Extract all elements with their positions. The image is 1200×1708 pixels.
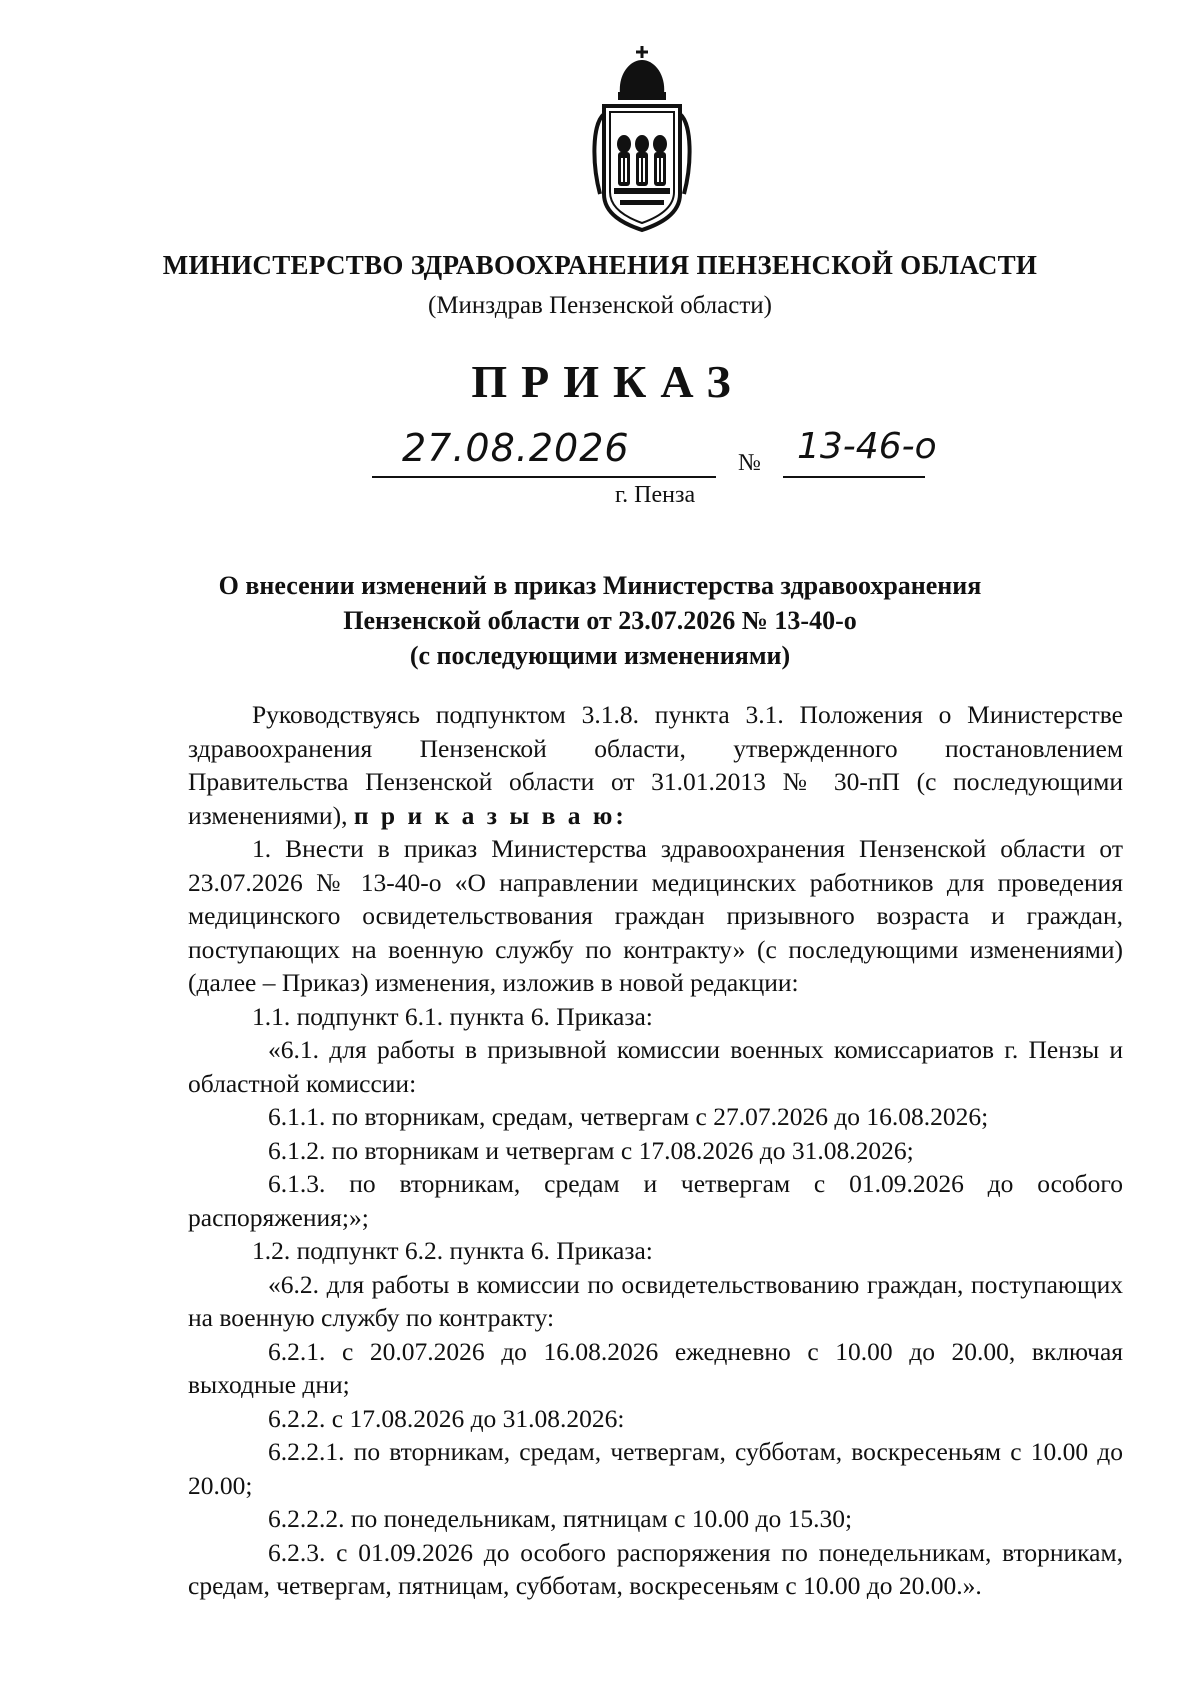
preamble-paragraph bbox=[188, 698, 1123, 832]
paragraph-6-1: «6.1. для работы в призывной комиссии военных комиссариатов г. Пензы и областной комиссии: bbox=[188, 1035, 1123, 1098]
order-number-handwritten: 13-46-о bbox=[797, 426, 937, 467]
paragraph-6-1-1: 6.1.1. по вторникам, средам, четвергам с 27.07.2026 до 16.08.2026; bbox=[268, 1102, 989, 1131]
paragraph-1-1: 1.1. подпункт 6.1. пункта 6. Приказа: bbox=[252, 1001, 653, 1031]
title-line-1: О внесении изменений в приказ Министерства здравоохранения bbox=[218, 571, 982, 600]
number-underline bbox=[783, 476, 925, 478]
city-label: г. Пенза bbox=[615, 482, 696, 508]
paragraph-1-2: 1.2. подпункт 6.2. пункта 6. Приказа: bbox=[252, 1236, 653, 1265]
paragraph-6-2-2-2: 6.2.2.2. по понедельникам, пятницам с 10.00 до 15.30; bbox=[268, 1504, 853, 1533]
paragraph-6-2-2: 6.2.2. с 17.08.2026 до 31.08.2026: bbox=[268, 1403, 625, 1433]
number-sign: № bbox=[738, 450, 761, 476]
date-underline bbox=[372, 476, 716, 478]
ministry-name: МИНИСТЕРСТВО ЗДРАВООХРАНЕНИЯ ПЕНЗЕНСКОЙ ОБЛАСТИ bbox=[162, 250, 1038, 280]
coat-of-arms-emblem bbox=[590, 44, 694, 234]
preamble-text: Руководствуясь подпунктом 3.1.8. пункта 3.1. Положения о Министерстве здравоохранения Пензенской области, утвержденного постановлением Правительства Пензенской области от 31.01.2013 № 30-пП (с последующими изменениями), bbox=[188, 700, 1123, 830]
paragraph-6-2-1: 6.2.1. с 20.07.2026 до 16.08.2026 ежедневно с 10.00 до 20.00, включая выходные дни; bbox=[188, 1336, 1123, 1399]
paragraph-1: 1. Внести в приказ Министерства здравоохранения Пензенской области от 23.07.2026 № 13-40-о «О направлении медицинских работников для проведения медицинского освидетельствования граждан призывного возраста и граждан, поступающих на военную службу по контракту» (с последующими изменениями) (далее – Приказ) изменения, изложив в новой редакции: bbox=[188, 834, 1123, 997]
title-line-2: Пензенской области от 23.07.2026 № 13-40-о bbox=[343, 606, 857, 635]
order-word: п р и к а з ы в а ю: bbox=[353, 800, 627, 830]
document-type-title: ПРИКАЗ bbox=[471, 356, 745, 407]
order-subject-title bbox=[150, 568, 1050, 673]
title-line-3: (с последующими изменениями) bbox=[409, 641, 791, 670]
paragraph-6-2-3: 6.2.3. с 01.09.2026 до особого распоряжения по понедельникам, вторникам, средам, четвергам, пятницам, субботам, воскресеньям с 10.00 до 20.00.». bbox=[188, 1537, 1123, 1600]
paragraph-6-1-3: 6.1.3. по вторникам, средам и четвергам с 01.09.2026 до особого распоряжения;»; bbox=[188, 1169, 1123, 1232]
paragraph-6-2-2-1: 6.2.2.1. по вторникам, средам, четвергам, субботам, воскресеньям с 10.00 до 20.00; bbox=[188, 1437, 1123, 1500]
ministry-short-name: (Минздрав Пензенской области) bbox=[428, 292, 772, 319]
paragraph-6-2: «6.2. для работы в комиссии по освидетельствованию граждан, поступающих на военную службу по контракту: bbox=[188, 1269, 1123, 1332]
order-date-handwritten: 27.08.2026 bbox=[402, 426, 630, 470]
paragraph-6-1-2: 6.1.2. по вторникам и четвергам с 17.08.2026 до 31.08.2026; bbox=[268, 1135, 914, 1165]
order-body bbox=[188, 698, 1123, 1603]
